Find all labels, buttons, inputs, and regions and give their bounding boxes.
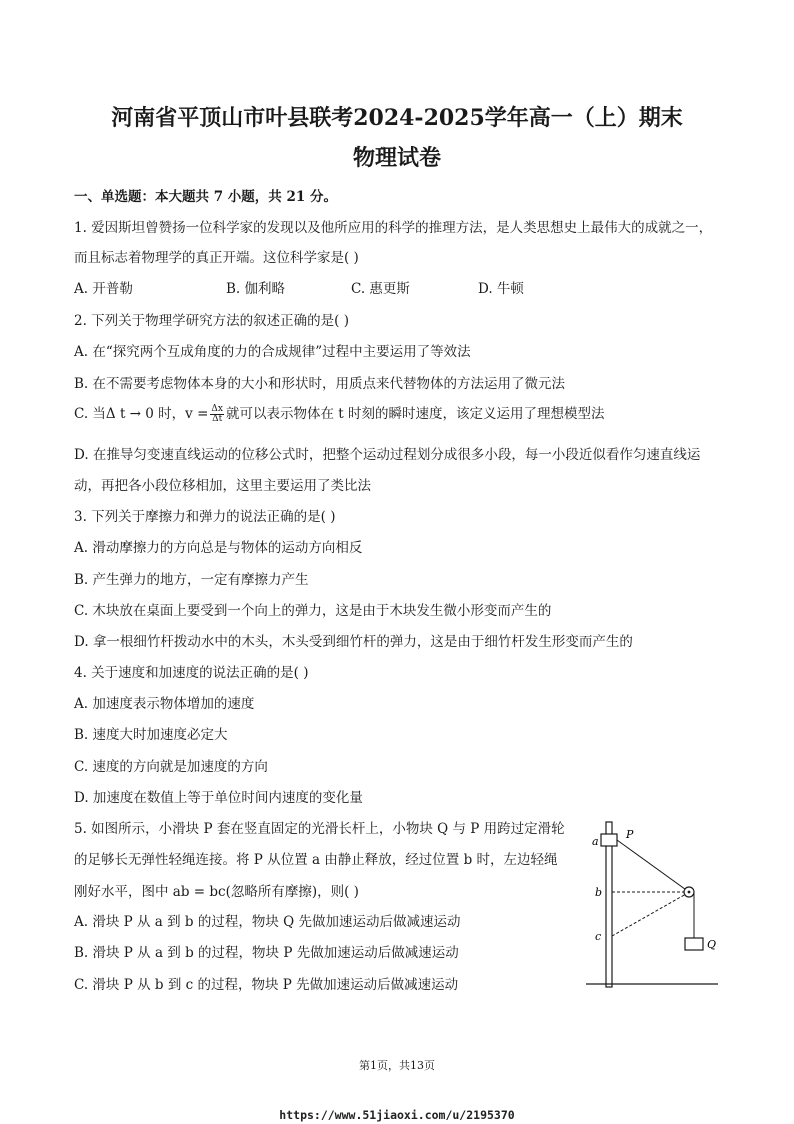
q1-stem-line-1: 1. 爱因斯坦曾赞扬一位科学家的发现以及他所应用的科学的推理方法，是人类思想史上最伟大的成就之一， (74, 220, 713, 236)
source-url: https://www.51jiaoxi.com/u/2195370 (279, 1108, 515, 1122)
q2-stem: 2. 下列关于物理学研究方法的叙述正确的是( ) (74, 313, 349, 329)
q5-option-c: C. 滑块 P 从 b 到 c 的过程，物块 P 先做加速运动后做减速运动 (74, 977, 459, 993)
pulley-diagram (586, 818, 726, 990)
q5-stem-line-3: 刚好水平，图中 ab = bc(忽略所有摩擦)，则( ) (74, 884, 359, 900)
q2-option-b: B. 在不需要考虑物体本身的大小和形状时，用质点来代替物体的方法运用了微元法 (74, 376, 566, 392)
fraction-denominator: Δt (212, 414, 223, 424)
q1-option-b: B. 伽利略 (226, 281, 286, 297)
q4-option-d: D. 加速度在数值上等于单位时间内速度的变化量 (74, 790, 363, 806)
pulley-axle (688, 891, 691, 894)
q4-option-c: C. 速度的方向就是加速度的方向 (74, 759, 268, 775)
label-p: P (626, 828, 634, 841)
section-heading: 一、单选题：本大题共 7 小题，共 21 分。 (74, 189, 337, 205)
q3-option-c: C. 木块放在桌面上要受到一个向上的弹力，这是由于木块发生微小形变而产生的 (74, 603, 552, 619)
q3-option-d: D. 拿一根细竹杆拨动水中的木头，木头受到细竹杆的弹力，这是由于细竹杆发生形变而产生的 (74, 634, 633, 650)
q2-option-c (74, 405, 605, 424)
q2-option-c-prefix: C. 当Δ t → 0 时，v = (74, 406, 209, 422)
q2-option-d-line-1: D. 在推导匀变速直线运动的位移公式时，把整个运动过程划分成很多小段，每一小段近似看作匀速直线运 (74, 447, 701, 463)
q2-option-c-suffix: 就可以表示物体在 t 时刻的瞬时速度，该定义运用了理想模型法 (225, 406, 605, 422)
q3-stem: 3. 下列关于摩擦力和弹力的说法正确的是( ) (74, 509, 336, 525)
q5-option-a: A. 滑块 P 从 a 到 b 的过程，物块 Q 先做加速运动后做减速运动 (74, 914, 461, 930)
q1-option-c: C. 惠更斯 (351, 281, 410, 297)
q5-stem-line-1: 5. 如图所示，小滑块 P 套在竖直固定的光滑长杆上，小物块 Q 与 P 用跨过定滑轮 (74, 821, 565, 837)
q3-option-a: A. 滑动摩擦力的方向总是与物体的运动方向相反 (74, 540, 363, 556)
q1-option-a: A. 开普勒 (74, 281, 133, 297)
q3-option-b: B. 产生弹力的地方，一定有摩擦力产生 (74, 572, 309, 588)
q5-option-b: B. 滑块 P 从 a 到 b 的过程，物块 P 先做加速运动后做减速运动 (74, 945, 459, 961)
label-c: c (595, 930, 602, 943)
title-line-2: 物理试卷 (352, 145, 441, 171)
fraction-numerator: Δx (211, 404, 223, 414)
q2-option-a: A. 在“探究两个互成角度的力的合成规律”过程中主要运用了等效法 (74, 344, 471, 360)
q4-stem: 4. 关于速度和加速度的说法正确的是( ) (74, 665, 309, 681)
label-q: Q (707, 938, 717, 951)
q1-stem-line-2: 而且标志着物理学的真正开端。这位科学家是( ) (74, 250, 359, 266)
page-footer: 第1页，共13页 (359, 1059, 435, 1072)
q1-option-d: D. 牛顿 (478, 281, 524, 297)
block-q (685, 938, 703, 950)
q4-option-b: B. 速度大时加速度必定大 (74, 727, 228, 743)
q4-option-a: A. 加速度表示物体增加的速度 (74, 696, 255, 712)
label-a: a (592, 835, 599, 848)
label-b: b (595, 886, 603, 899)
q5-stem-line-2: 的足够长无弹性轻绳连接。将 P 从位置 a 由静止释放，经过位置 b 时，左边轻绳 (74, 852, 558, 868)
rope-dashed-diagonal (612, 894, 686, 936)
vertical-rod (606, 822, 612, 987)
title-line-1: 河南省平顶山市叶县联考2024-2025学年高一（上）期末 (111, 105, 683, 131)
slider-p (601, 834, 617, 846)
q2-option-d-line-2: 动，再把各小段位移相加，这里主要运用了类比法 (74, 478, 371, 494)
fraction (210, 405, 224, 424)
rope-solid (617, 840, 689, 892)
